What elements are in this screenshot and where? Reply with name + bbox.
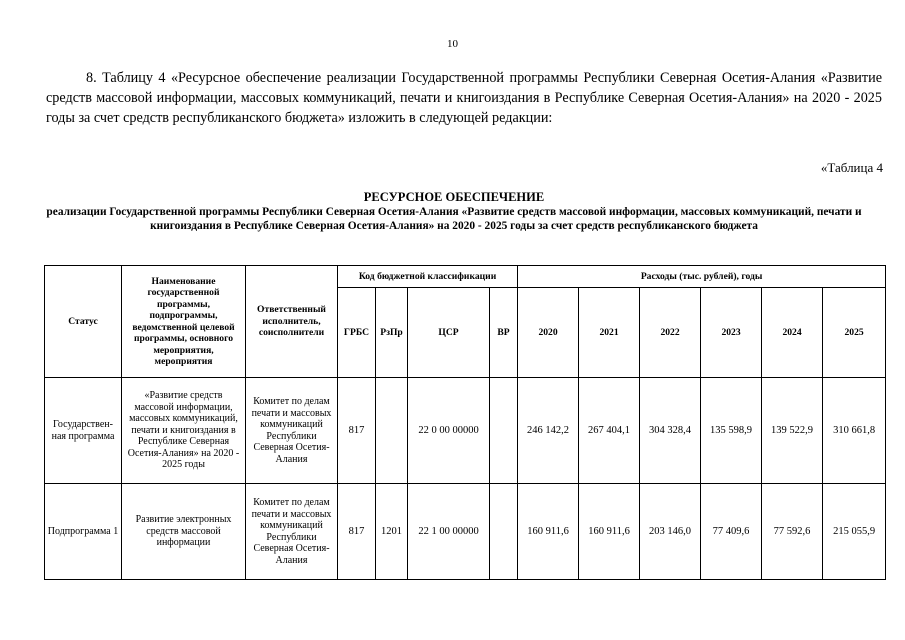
cell-value-2020: 246 142,2	[518, 378, 579, 484]
cell-name: «Развитие средств массовой информации, массовых коммуникаций, печати и книгоиздания в Республике Северная Осетия-Алания» на 2020 - 2025 годы	[122, 378, 246, 484]
page-number: 10	[447, 38, 458, 50]
cell-value-2021: 267 404,1	[579, 378, 640, 484]
header-status: Статус	[45, 266, 122, 378]
cell-value-2023: 135 598,9	[701, 378, 762, 484]
header-year-2020: 2020	[518, 288, 579, 378]
intro-paragraph: 8. Таблицу 4 «Ресурсное обеспечение реализации Государственной программы Республики Северная Осетия-Алания «Развитие средств массовой информации, массовых коммуникаций, печати и книгоиздания в Республике Северная Осетия-Алания» на 2020 - 2025 годы за счет средств республиканского бюджета» изложить в следующей редакции:	[46, 70, 882, 126]
cell-status: Подпрограмма 1	[45, 484, 122, 580]
cell-rzpr: 1201	[376, 484, 408, 580]
cell-value-2022: 203 146,0	[640, 484, 701, 580]
header-csr: ЦСР	[408, 288, 490, 378]
header-year-2021: 2021	[579, 288, 640, 378]
cell-value-2025: 215 055,9	[823, 484, 886, 580]
table-row-state-program	[45, 378, 886, 484]
header-name: Наименование государственной программы, подпрограммы, ведомственной целевой программы, основного мероприятия, мероприятия	[122, 266, 246, 378]
header-year-2024: 2024	[762, 288, 823, 378]
header-expenses-group: Расходы (тыс. рублей), годы	[518, 266, 886, 288]
cell-rzpr	[376, 378, 408, 484]
cell-value-2020: 160 911,6	[518, 484, 579, 580]
cell-vr	[490, 378, 518, 484]
cell-value-2023: 77 409,6	[701, 484, 762, 580]
cell-executor: Комитет по делам печати и массовых коммуникаций Республики Северная Осетия-Алания	[246, 378, 338, 484]
cell-grbs: 817	[338, 378, 376, 484]
cell-executor: Комитет по делам печати и массовых коммуникаций Республики Северная Осетия-Алания	[246, 484, 338, 580]
header-year-2023: 2023	[701, 288, 762, 378]
header-row-groups	[45, 266, 886, 288]
table-title-subtitle: реализации Государственной программы Республики Северная Осетия-Алания «Развитие средств массовой информации, массовых коммуникаций, печати и книгоиздания в Республике Северная Осетия-Алания» на 2020 - 2025 годы за счет средств республиканского бюджета	[46, 206, 862, 232]
cell-value-2022: 304 328,4	[640, 378, 701, 484]
cell-value-2021: 160 911,6	[579, 484, 640, 580]
cell-value-2024: 77 592,6	[762, 484, 823, 580]
cell-csr: 22 0 00 00000	[408, 378, 490, 484]
header-executor: Ответственный исполнитель, соисполнители	[246, 266, 338, 378]
cell-status: Государствен-ная программа	[45, 378, 122, 484]
header-year-2022: 2022	[640, 288, 701, 378]
header-budget-code-group: Код бюджетной классификации	[338, 266, 518, 288]
cell-grbs: 817	[338, 484, 376, 580]
cell-value-2024: 139 522,9	[762, 378, 823, 484]
header-year-2025: 2025	[823, 288, 886, 378]
table-reference: «Таблица 4	[820, 160, 883, 175]
cell-value-2025: 310 661,8	[823, 378, 886, 484]
header-grbs: ГРБС	[338, 288, 376, 378]
table-title-main: РЕСУРСНОЕ ОБЕСПЕЧЕНИЕ	[363, 190, 545, 204]
resource-table	[44, 265, 886, 580]
cell-name: Развитие электронных средств массовой информации	[122, 484, 246, 580]
cell-vr	[490, 484, 518, 580]
table-title	[40, 190, 868, 233]
header-rzpr: РзПр	[376, 288, 408, 378]
cell-csr: 22 1 00 00000	[408, 484, 490, 580]
header-vr: ВР	[490, 288, 518, 378]
table-row-subprogram-1	[45, 484, 886, 580]
